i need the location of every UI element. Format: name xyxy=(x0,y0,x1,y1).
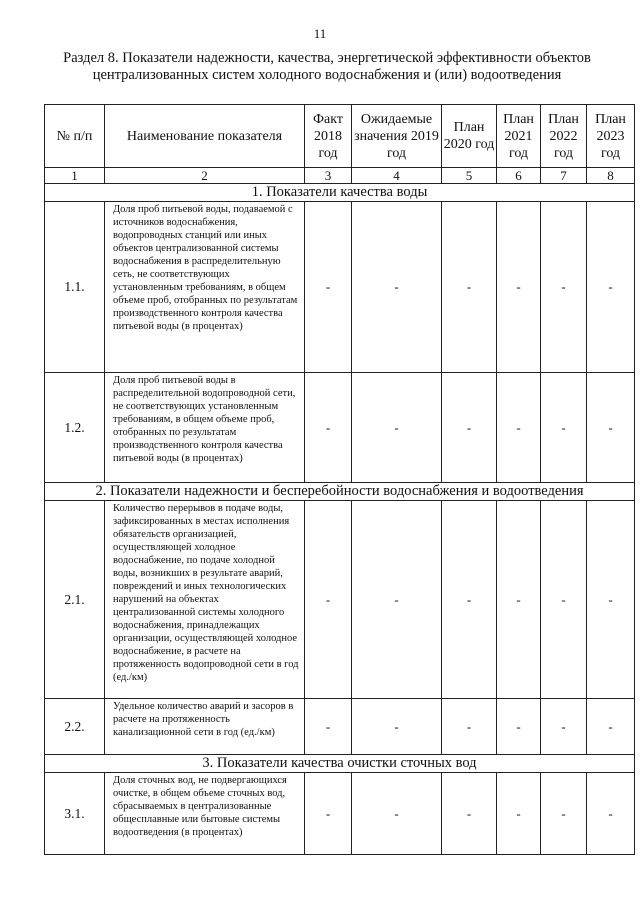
value-plan-2023: - xyxy=(587,373,635,483)
value-plan-2023: - xyxy=(587,501,635,699)
value-plan-2022: - xyxy=(541,373,587,483)
row-number: 1.2. xyxy=(45,373,105,483)
indicator-name: Доля сточных вод, не подвергающихся очистке, в общем объеме сточных вод, сбрасываемых в централизованные общесплавные или бытовые системы водоотведения (в процентах) xyxy=(105,773,305,855)
col-header-expected-2019: Ожидаемые значения 2019 год xyxy=(352,105,442,168)
row-number: 2.2. xyxy=(45,699,105,755)
table-row xyxy=(45,373,635,483)
table-row xyxy=(45,202,635,373)
column-index: 7 xyxy=(541,168,587,184)
value-fact-2018: - xyxy=(305,202,352,373)
indicator-name: Удельное количество аварий и засоров в расчете на протяженность канализационной сети в год (ед./км) xyxy=(105,699,305,755)
indicator-name: Доля проб питьевой воды, подаваемой с источников водоснабжения, водопроводных станций или иных объектов централизованной системы водоснабжения в распределительную сеть, не соответствующих установленным требованиям, в общем объеме проб, отобранных по результатам производственного контроля качества питьевой воды (в процентах) xyxy=(105,202,305,373)
column-index: 1 xyxy=(45,168,105,184)
value-plan-2022: - xyxy=(541,699,587,755)
header-row xyxy=(45,105,635,168)
col-header-plan-2022: План 2022 год xyxy=(541,105,587,168)
page-number: 11 xyxy=(313,26,327,41)
indicators-table xyxy=(44,104,635,855)
section-header: 2. Показатели надежности и бесперебойности водоснабжения и водоотведения xyxy=(45,483,635,501)
col-header-plan-2020: План 2020 год xyxy=(442,105,497,168)
value-expected-2019: - xyxy=(352,699,442,755)
indicator-name: Количество перерывов в подаче воды, зафиксированных в местах исполнения обязательств организацией, осуществляющей холодное водоснабжение, по подаче холодной воды, возникших в результате аварий, повреждений и иных технологических нарушений на объектах централизованной системы холодного водоснабжения, принадлежащих организации, осуществляющей холодное водоснабжение, в расчете на протяженность водопроводной сети в год (ед./км) xyxy=(105,501,305,699)
indicator-name: Доля проб питьевой воды в распределительной водопроводной сети, не соответствующих установленным требованиям, в общем объеме проб, отобранных по результатам производственного контроля качества питьевой воды (в процентах) xyxy=(105,373,305,483)
value-plan-2021: - xyxy=(497,373,541,483)
value-plan-2023: - xyxy=(587,773,635,855)
table-row xyxy=(45,699,635,755)
value-plan-2023: - xyxy=(587,699,635,755)
value-expected-2019: - xyxy=(352,373,442,483)
col-header-name: Наименование показателя xyxy=(105,105,305,168)
row-number: 1.1. xyxy=(45,202,105,373)
value-expected-2019: - xyxy=(352,773,442,855)
section-header: 3. Показатели качества очистки сточных вод xyxy=(45,755,635,773)
col-header-number: № п/п xyxy=(45,105,105,168)
value-plan-2022: - xyxy=(541,202,587,373)
row-number: 3.1. xyxy=(45,773,105,855)
section-title: Раздел 8. Показатели надежности, качества, энергетической эффективности объектов централизованных систем холодного водоснабжения и (или) водоотведения xyxy=(63,50,591,83)
col-header-plan-2023: План 2023 год xyxy=(587,105,635,168)
value-plan-2020: - xyxy=(442,501,497,699)
value-plan-2020: - xyxy=(442,773,497,855)
value-fact-2018: - xyxy=(305,373,352,483)
value-fact-2018: - xyxy=(305,699,352,755)
value-plan-2021: - xyxy=(497,773,541,855)
row-number: 2.1. xyxy=(45,501,105,699)
value-plan-2023: - xyxy=(587,202,635,373)
section-header-row xyxy=(45,483,635,501)
column-index: 8 xyxy=(587,168,635,184)
column-index-row xyxy=(45,168,635,184)
col-header-fact-2018: Факт 2018 год xyxy=(305,105,352,168)
section-header-row xyxy=(45,184,635,202)
value-plan-2020: - xyxy=(442,373,497,483)
value-plan-2022: - xyxy=(541,773,587,855)
column-index: 3 xyxy=(305,168,352,184)
value-fact-2018: - xyxy=(305,501,352,699)
value-expected-2019: - xyxy=(352,202,442,373)
col-header-plan-2021: План 2021 год xyxy=(497,105,541,168)
value-plan-2021: - xyxy=(497,501,541,699)
section-header-row xyxy=(45,755,635,773)
value-plan-2021: - xyxy=(497,699,541,755)
column-index: 4 xyxy=(352,168,442,184)
value-plan-2021: - xyxy=(497,202,541,373)
table-row xyxy=(45,501,635,699)
value-fact-2018: - xyxy=(305,773,352,855)
table-row xyxy=(45,773,635,855)
column-index: 2 xyxy=(105,168,305,184)
value-plan-2022: - xyxy=(541,501,587,699)
section-header: 1. Показатели качества воды xyxy=(45,184,635,202)
value-plan-2020: - xyxy=(442,699,497,755)
column-index: 6 xyxy=(497,168,541,184)
column-index: 5 xyxy=(442,168,497,184)
value-expected-2019: - xyxy=(352,501,442,699)
value-plan-2020: - xyxy=(442,202,497,373)
